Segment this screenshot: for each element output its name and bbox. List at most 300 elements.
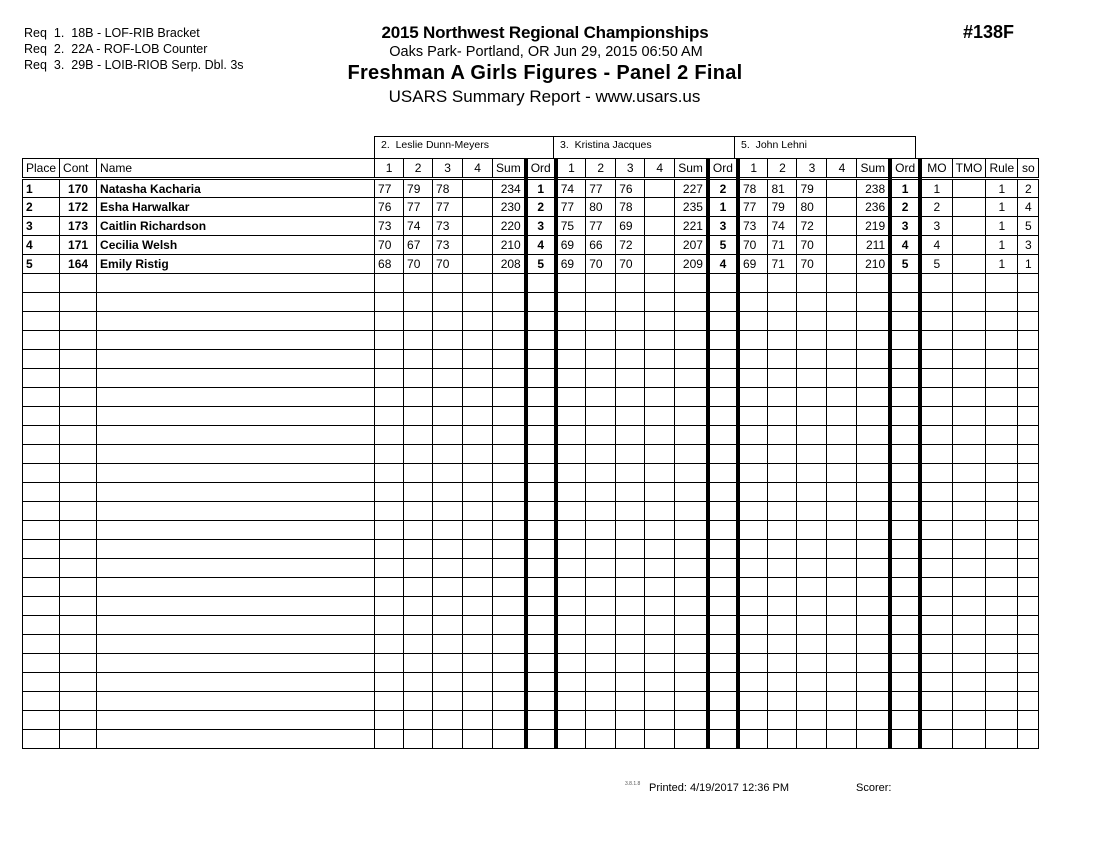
- empty-cell: [463, 350, 493, 369]
- empty-cell: [375, 597, 404, 616]
- ordinal-cell: 3: [708, 217, 738, 236]
- empty-cell: [586, 559, 616, 578]
- empty-cell: [645, 331, 675, 350]
- empty-cell: [827, 464, 857, 483]
- empty-cell: [97, 635, 375, 654]
- empty-cell: [556, 673, 586, 692]
- ordinal-cell: 1: [708, 198, 738, 217]
- empty-cell: [60, 274, 97, 293]
- empty-cell: [675, 274, 708, 293]
- score-cell: [645, 179, 675, 198]
- empty-cell: [23, 464, 60, 483]
- empty-cell: [463, 521, 493, 540]
- empty-cell: [463, 616, 493, 635]
- empty-cell: [463, 540, 493, 559]
- empty-cell: [526, 464, 556, 483]
- empty-cell: [857, 597, 890, 616]
- sum-cell: 230: [493, 198, 526, 217]
- empty-cell: [675, 445, 708, 464]
- empty-cell: [60, 578, 97, 597]
- empty-cell: [60, 445, 97, 464]
- col-cont: Cont: [60, 159, 97, 179]
- empty-cell: [952, 274, 986, 293]
- empty-cell: [675, 616, 708, 635]
- empty-cell: [797, 521, 827, 540]
- empty-cell: [986, 654, 1018, 673]
- col-j1-s3: 3: [433, 159, 463, 179]
- empty-cell: [97, 445, 375, 464]
- empty-cell: [1018, 635, 1039, 654]
- empty-cell: [827, 407, 857, 426]
- empty-cell: [616, 673, 645, 692]
- empty-cell: [60, 388, 97, 407]
- empty-cell: [404, 483, 433, 502]
- empty-cell: [890, 483, 920, 502]
- empty-cell: [827, 597, 857, 616]
- empty-cell: [952, 369, 986, 388]
- empty-cell: [857, 711, 890, 730]
- empty-cell: [463, 464, 493, 483]
- empty-cell: [616, 331, 645, 350]
- empty-cell: [675, 711, 708, 730]
- empty-cell: [493, 445, 526, 464]
- results-body: [23, 179, 1039, 749]
- empty-cell: [1018, 293, 1039, 312]
- empty-cell: [1018, 654, 1039, 673]
- empty-cell: [404, 616, 433, 635]
- score-cell: [827, 217, 857, 236]
- empty-cell: [616, 654, 645, 673]
- empty-cell: [556, 445, 586, 464]
- empty-cell: [857, 502, 890, 521]
- empty-cell: [952, 293, 986, 312]
- empty-cell: [1018, 502, 1039, 521]
- score-cell: [827, 236, 857, 255]
- empty-cell: [675, 388, 708, 407]
- score-cell: [463, 255, 493, 274]
- empty-cell: [920, 692, 952, 711]
- table-row: [23, 255, 1039, 274]
- empty-cell: [375, 483, 404, 502]
- empty-cell: [857, 369, 890, 388]
- empty-cell: [797, 350, 827, 369]
- score-cell: 77: [556, 198, 586, 217]
- empty-cell: [404, 502, 433, 521]
- empty-cell: [616, 483, 645, 502]
- empty-cell: [433, 616, 463, 635]
- empty-cell: [768, 540, 797, 559]
- empty-cell: [463, 483, 493, 502]
- so-cell: 5: [1018, 217, 1039, 236]
- table-row: [23, 236, 1039, 255]
- col-mo: MO: [920, 159, 952, 179]
- empty-cell: [675, 559, 708, 578]
- empty-cell: [60, 293, 97, 312]
- sum-cell: 219: [857, 217, 890, 236]
- empty-cell: [526, 540, 556, 559]
- empty-cell: [920, 730, 952, 749]
- empty-cell: [616, 369, 645, 388]
- empty-cell: [645, 293, 675, 312]
- empty-cell: [645, 730, 675, 749]
- empty-cell: [827, 540, 857, 559]
- empty-cell: [556, 483, 586, 502]
- empty-cell: [60, 540, 97, 559]
- empty-cell: [586, 407, 616, 426]
- empty-cell: [952, 616, 986, 635]
- empty-cell: [675, 730, 708, 749]
- empty-cell: [433, 426, 463, 445]
- empty-cell: [1018, 578, 1039, 597]
- empty-cell: [60, 369, 97, 388]
- empty-cell: [616, 597, 645, 616]
- empty-cell: [986, 502, 1018, 521]
- empty-cell: [97, 388, 375, 407]
- empty-cell: [797, 597, 827, 616]
- empty-cell: [375, 331, 404, 350]
- empty-cell: [97, 654, 375, 673]
- empty-cell: [586, 597, 616, 616]
- empty-cell: [97, 521, 375, 540]
- empty-cell: [952, 673, 986, 692]
- so-cell: 4: [1018, 198, 1039, 217]
- empty-cell: [526, 578, 556, 597]
- requirement-2: Req 2. 22A - ROF-LOB Counter: [24, 42, 208, 56]
- empty-cell: [97, 407, 375, 426]
- empty-cell: [586, 692, 616, 711]
- ordinal-cell: 2: [890, 198, 920, 217]
- empty-cell: [920, 388, 952, 407]
- empty-cell: [920, 445, 952, 464]
- empty-cell: [1018, 711, 1039, 730]
- empty-cell: [768, 578, 797, 597]
- empty-cell: [890, 274, 920, 293]
- sum-cell: 210: [493, 236, 526, 255]
- ordinal-cell: 4: [708, 255, 738, 274]
- empty-cell: [556, 407, 586, 426]
- empty-cell: [375, 369, 404, 388]
- empty-cell: [857, 730, 890, 749]
- empty-cell: [433, 407, 463, 426]
- empty-cell: [526, 635, 556, 654]
- empty-cell: [797, 369, 827, 388]
- cont-cell: 173: [60, 217, 97, 236]
- empty-cell: [708, 388, 738, 407]
- score-cell: 77: [738, 198, 768, 217]
- so-cell: 2: [1018, 179, 1039, 198]
- empty-cell: [645, 388, 675, 407]
- empty-cell: [526, 407, 556, 426]
- empty-cell: [890, 331, 920, 350]
- empty-cell: [857, 616, 890, 635]
- empty-cell: [857, 388, 890, 407]
- empty-cell: [616, 616, 645, 635]
- empty-cell: [556, 388, 586, 407]
- empty-cell: [986, 673, 1018, 692]
- col-place: Place: [23, 159, 60, 179]
- col-j3-s2: 2: [768, 159, 797, 179]
- empty-cell: [97, 483, 375, 502]
- empty-cell: [404, 540, 433, 559]
- empty-cell: [827, 616, 857, 635]
- empty-cell: [616, 464, 645, 483]
- empty-cell: [404, 331, 433, 350]
- col-j1-ord: Ord: [526, 159, 556, 179]
- empty-cell: [375, 502, 404, 521]
- empty-cell: [920, 673, 952, 692]
- empty-cell: [952, 635, 986, 654]
- sum-cell: 238: [857, 179, 890, 198]
- empty-cell: [375, 711, 404, 730]
- score-cell: 67: [404, 236, 433, 255]
- empty-cell: [463, 597, 493, 616]
- empty-cell: [952, 578, 986, 597]
- cont-cell: 164: [60, 255, 97, 274]
- empty-cell: [616, 274, 645, 293]
- ordinal-cell: 3: [526, 217, 556, 236]
- empty-cell: [493, 350, 526, 369]
- empty-cell: [708, 274, 738, 293]
- empty-cell: [675, 293, 708, 312]
- empty-cell: [986, 711, 1018, 730]
- empty-cell: [586, 673, 616, 692]
- empty-cell: [827, 502, 857, 521]
- empty-cell: [920, 635, 952, 654]
- requirement-3: Req 3. 29B - LOIB-RIOB Serp. Dbl. 3s: [24, 58, 244, 72]
- col-j1-s2: 2: [404, 159, 433, 179]
- sum-cell: 210: [857, 255, 890, 274]
- score-cell: [463, 179, 493, 198]
- empty-cell: [708, 540, 738, 559]
- empty-cell: [1018, 559, 1039, 578]
- empty-cell: [890, 654, 920, 673]
- score-cell: 74: [404, 217, 433, 236]
- empty-cell: [404, 730, 433, 749]
- score-cell: 70: [375, 236, 404, 255]
- empty-cell: [675, 673, 708, 692]
- empty-cell: [827, 312, 857, 331]
- empty-cell: [60, 350, 97, 369]
- empty-cell: [986, 274, 1018, 293]
- empty-cell: [526, 388, 556, 407]
- cont-cell: 172: [60, 198, 97, 217]
- empty-cell: [797, 654, 827, 673]
- empty-cell: [952, 730, 986, 749]
- score-cell: 68: [375, 255, 404, 274]
- empty-cell: [920, 578, 952, 597]
- empty-cell: [404, 578, 433, 597]
- empty-row: [23, 426, 1039, 445]
- empty-cell: [920, 711, 952, 730]
- empty-cell: [952, 388, 986, 407]
- empty-cell: [433, 331, 463, 350]
- empty-cell: [433, 312, 463, 331]
- empty-row: [23, 445, 1039, 464]
- cont-cell: 171: [60, 236, 97, 255]
- empty-cell: [586, 730, 616, 749]
- empty-cell: [768, 730, 797, 749]
- empty-cell: [827, 692, 857, 711]
- empty-cell: [463, 654, 493, 673]
- empty-cell: [738, 445, 768, 464]
- empty-cell: [97, 369, 375, 388]
- empty-cell: [375, 293, 404, 312]
- empty-cell: [616, 407, 645, 426]
- empty-cell: [616, 730, 645, 749]
- empty-cell: [920, 426, 952, 445]
- empty-cell: [526, 521, 556, 540]
- empty-cell: [433, 274, 463, 293]
- place-cell: 1: [23, 179, 60, 198]
- empty-cell: [433, 711, 463, 730]
- empty-cell: [556, 616, 586, 635]
- empty-cell: [97, 692, 375, 711]
- name-cell: Esha Harwalkar: [97, 198, 375, 217]
- score-cell: [645, 255, 675, 274]
- empty-cell: [493, 312, 526, 331]
- empty-cell: [616, 426, 645, 445]
- empty-cell: [708, 464, 738, 483]
- col-j2-s4: 4: [645, 159, 675, 179]
- empty-cell: [375, 673, 404, 692]
- empty-cell: [1018, 426, 1039, 445]
- score-cell: 76: [375, 198, 404, 217]
- empty-cell: [616, 635, 645, 654]
- empty-cell: [797, 635, 827, 654]
- score-cell: 71: [768, 236, 797, 255]
- sum-cell: 209: [675, 255, 708, 274]
- empty-cell: [986, 559, 1018, 578]
- empty-cell: [738, 730, 768, 749]
- empty-cell: [768, 293, 797, 312]
- empty-cell: [526, 426, 556, 445]
- empty-cell: [60, 654, 97, 673]
- empty-cell: [23, 521, 60, 540]
- empty-cell: [433, 445, 463, 464]
- empty-cell: [857, 293, 890, 312]
- empty-cell: [738, 350, 768, 369]
- empty-cell: [675, 578, 708, 597]
- empty-cell: [23, 711, 60, 730]
- location-date: Oaks Park- Portland, OR Jun 29, 2015 06:50 AM: [389, 44, 703, 60]
- empty-cell: [645, 521, 675, 540]
- empty-cell: [493, 331, 526, 350]
- empty-cell: [952, 502, 986, 521]
- empty-cell: [433, 635, 463, 654]
- empty-cell: [375, 730, 404, 749]
- empty-cell: [1018, 616, 1039, 635]
- empty-row: [23, 388, 1039, 407]
- empty-row: [23, 483, 1039, 502]
- empty-cell: [920, 502, 952, 521]
- empty-cell: [797, 502, 827, 521]
- empty-cell: [738, 388, 768, 407]
- empty-cell: [23, 426, 60, 445]
- empty-cell: [890, 540, 920, 559]
- empty-cell: [857, 654, 890, 673]
- empty-cell: [493, 274, 526, 293]
- empty-cell: [404, 654, 433, 673]
- empty-cell: [404, 274, 433, 293]
- empty-cell: [586, 274, 616, 293]
- score-cell: 78: [433, 179, 463, 198]
- empty-cell: [952, 540, 986, 559]
- empty-cell: [952, 312, 986, 331]
- empty-cell: [493, 483, 526, 502]
- empty-cell: [952, 692, 986, 711]
- empty-cell: [827, 483, 857, 502]
- empty-row: [23, 312, 1039, 331]
- empty-cell: [986, 692, 1018, 711]
- empty-cell: [645, 635, 675, 654]
- empty-cell: [645, 616, 675, 635]
- empty-cell: [920, 597, 952, 616]
- empty-cell: [986, 578, 1018, 597]
- empty-cell: [768, 559, 797, 578]
- empty-cell: [433, 388, 463, 407]
- score-cell: 78: [738, 179, 768, 198]
- empty-cell: [586, 635, 616, 654]
- empty-cell: [890, 673, 920, 692]
- place-cell: 5: [23, 255, 60, 274]
- empty-cell: [890, 464, 920, 483]
- empty-cell: [493, 654, 526, 673]
- empty-cell: [920, 293, 952, 312]
- score-cell: 79: [404, 179, 433, 198]
- empty-cell: [493, 616, 526, 635]
- empty-cell: [768, 407, 797, 426]
- empty-cell: [23, 502, 60, 521]
- empty-cell: [986, 293, 1018, 312]
- empty-cell: [675, 692, 708, 711]
- empty-cell: [433, 483, 463, 502]
- empty-cell: [708, 502, 738, 521]
- empty-cell: [675, 407, 708, 426]
- empty-cell: [920, 312, 952, 331]
- empty-row: [23, 654, 1039, 673]
- score-cell: 69: [616, 217, 645, 236]
- empty-cell: [857, 445, 890, 464]
- empty-cell: [857, 407, 890, 426]
- empty-cell: [768, 388, 797, 407]
- empty-cell: [526, 274, 556, 293]
- empty-cell: [857, 312, 890, 331]
- empty-cell: [616, 711, 645, 730]
- empty-cell: [797, 293, 827, 312]
- empty-cell: [827, 730, 857, 749]
- empty-cell: [768, 331, 797, 350]
- col-j2-ord: Ord: [708, 159, 738, 179]
- empty-cell: [60, 730, 97, 749]
- empty-cell: [645, 578, 675, 597]
- empty-cell: [1018, 464, 1039, 483]
- empty-cell: [463, 578, 493, 597]
- empty-cell: [797, 312, 827, 331]
- empty-cell: [433, 597, 463, 616]
- empty-cell: [738, 692, 768, 711]
- empty-cell: [586, 426, 616, 445]
- empty-cell: [675, 597, 708, 616]
- empty-cell: [797, 559, 827, 578]
- empty-cell: [97, 312, 375, 331]
- col-j1-sum: Sum: [493, 159, 526, 179]
- empty-cell: [60, 521, 97, 540]
- empty-cell: [433, 521, 463, 540]
- empty-cell: [375, 616, 404, 635]
- score-cell: 70: [433, 255, 463, 274]
- empty-cell: [738, 502, 768, 521]
- empty-cell: [857, 578, 890, 597]
